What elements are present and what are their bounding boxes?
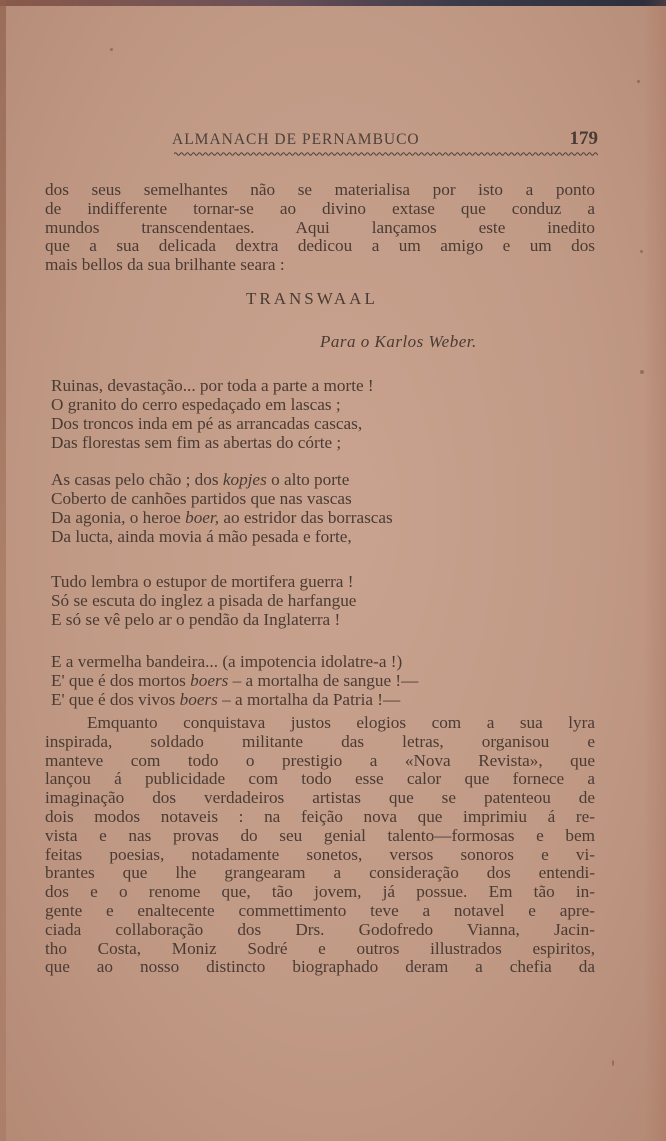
text-line: dos seus semelhantes não se materialisa por isto a ponto xyxy=(45,180,595,199)
poem-stanza xyxy=(51,572,356,629)
verse-text: Coberto de canhões partidos que nas vascas xyxy=(51,489,352,508)
poem-verse xyxy=(51,489,393,508)
poem-verse xyxy=(51,527,393,546)
poem-verse xyxy=(51,690,418,709)
wavy-rule-divider xyxy=(174,150,598,158)
paper-speck xyxy=(640,250,643,253)
verse-italic-word: boers xyxy=(190,671,229,690)
verse-italic-word: boers xyxy=(179,690,218,709)
poem-verse: Ruinas, devastação... por toda a parte a morte ! xyxy=(51,376,374,395)
text-line: gente e enaltecente commettimento teve a notavel e apre- xyxy=(45,900,595,920)
paper-speck xyxy=(637,80,640,83)
poem-verse: Dos troncos inda em pé as arrancadas cascas, xyxy=(51,414,363,433)
verse-text: – a mortalha da Patria !— xyxy=(217,690,401,709)
verse-text: ao estridor das borrascas xyxy=(219,508,393,527)
text-line: que ao nosso distincto biographado deram a chefia da xyxy=(45,957,595,977)
page-left-edge xyxy=(0,0,6,1141)
poem-verse: Só se escuta do inglez a pisada de harfangue xyxy=(51,591,357,610)
text-line: vista e nas provas do seu genial talento—formosas e bem xyxy=(45,825,595,845)
verse-text: E' que é dos vivos xyxy=(51,690,180,709)
poem-stanza xyxy=(51,376,374,452)
poem-verse xyxy=(51,671,418,690)
verse-text: – a mortalha de sangue !— xyxy=(228,671,419,690)
poem-verse: E só se vê pelo ar o pendão da Inglaterra ! xyxy=(51,610,341,629)
text-line: ciada collaboração dos Drs. Godofredo Vianna, Jacin- xyxy=(45,919,595,939)
verse-text: Da agonia, o heroe xyxy=(51,508,186,527)
text-line: dos e o renome que, tão jovem, já possue. Em tão in- xyxy=(45,882,595,902)
verse-text: o alto porte xyxy=(266,470,350,489)
verse-italic-word: boer, xyxy=(185,508,220,527)
poem-title: TRANSWAAL xyxy=(246,289,378,308)
verse-text: As casas pelo chão ; dos xyxy=(51,470,223,489)
page-right-edge xyxy=(644,0,666,1141)
page-number: 179 xyxy=(569,128,598,149)
text-line: que a sua delicada dextra dedicou a um amigo e um dos xyxy=(45,236,595,256)
poem-verse: Das florestas sem fim as abertas do córte ; xyxy=(51,433,342,452)
poem-verse: Tudo lembra o estupor de mortifera guerra ! xyxy=(51,572,354,591)
paper-speck xyxy=(110,48,113,51)
text-line: lançou á publicidade com todo esse calor que fornece a xyxy=(45,769,595,789)
text-line: Emquanto conquistava justos elogios com a sua lyra xyxy=(87,713,595,732)
text-line: de indifferente tornar-se ao divino extase que conduz a xyxy=(45,198,595,218)
biography-paragraph xyxy=(45,714,595,977)
text-line: tho Costa, Moniz Sodré e outros illustrados espiritos, xyxy=(45,938,595,958)
text-line: feitas poesias, notadamente sonetos, versos sonoros e vi- xyxy=(45,844,595,864)
poem-verse xyxy=(51,652,418,671)
text-line: inspirada, soldado militante das letras, organisou e xyxy=(45,731,595,751)
text-line: imaginação dos verdadeiros artistas que se patenteou de xyxy=(45,788,595,808)
poem-stanza xyxy=(51,652,418,709)
poem-dedication: Para o Karlos Weber. xyxy=(320,332,477,351)
text-line: mais bellos da sua brilhante seara : xyxy=(45,255,285,275)
paper-speck xyxy=(612,1060,614,1066)
text-line: brantes que lhe grangearam a consideração dos entendi- xyxy=(45,863,595,883)
paper-speck xyxy=(640,370,644,374)
verse-text: E' que é dos mortos xyxy=(51,671,191,690)
poem-verse xyxy=(51,470,393,489)
text-line: dois modos notaveis : na feição nova que imprimiu á re- xyxy=(45,806,595,826)
intro-paragraph xyxy=(45,181,595,275)
text-line: mundos transcendentaes. Aqui lançamos este inedito xyxy=(45,217,595,237)
poem-verse xyxy=(51,508,393,527)
running-header xyxy=(172,128,598,150)
poem-verse: O granito do cerro espedaçado em lascas ; xyxy=(51,395,341,414)
verse-text: E a vermelha bandeira... (a impotencia idolatre-a !) xyxy=(51,652,403,671)
poem-stanza xyxy=(51,470,393,546)
text-line: manteve com todo o prestigio a «Nova Revista», que xyxy=(45,750,595,770)
running-title: ALMANACH DE PERNAMBUCO xyxy=(172,131,420,148)
verse-italic-word: kopjes xyxy=(222,470,267,489)
page-top-edge xyxy=(0,0,666,6)
verse-text: Da lucta, ainda movia á mão pesada e forte, xyxy=(51,527,352,546)
